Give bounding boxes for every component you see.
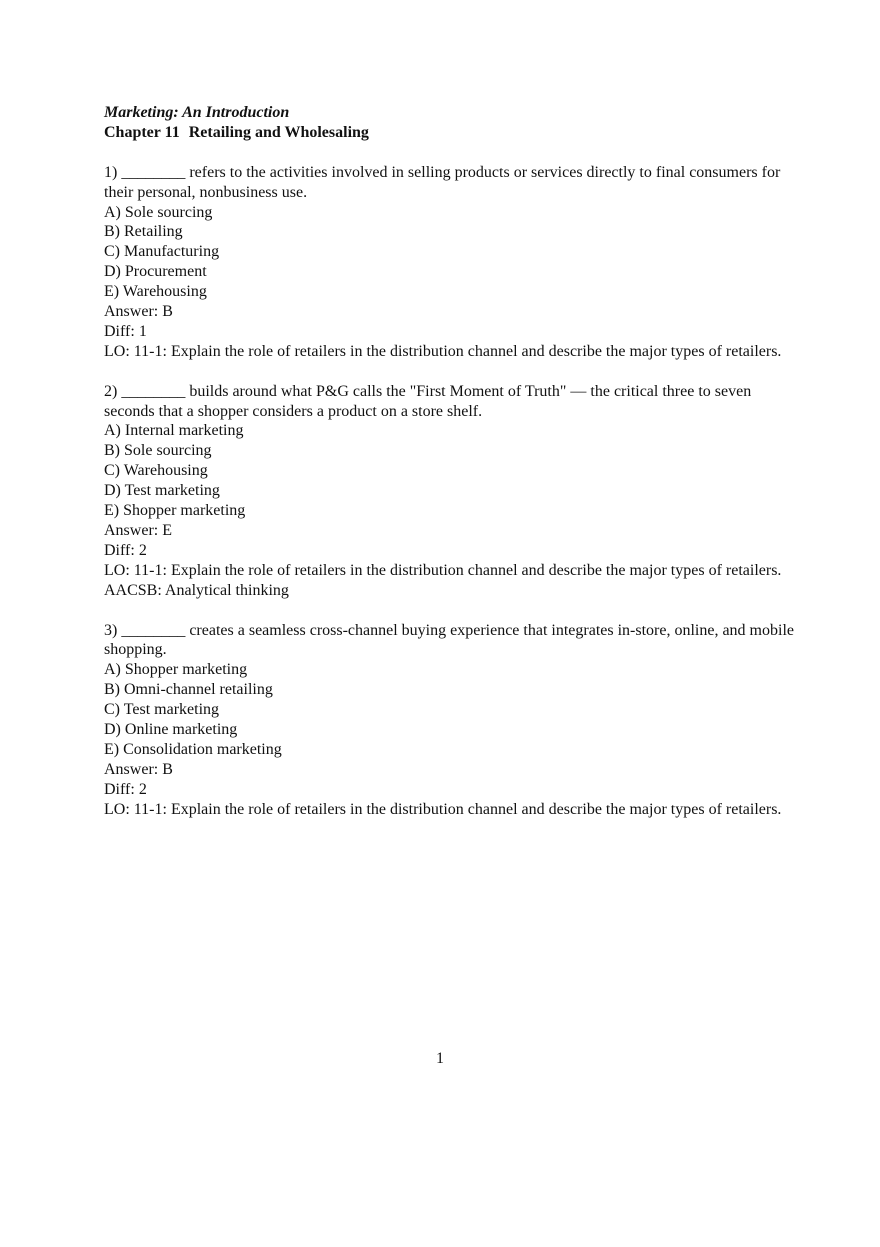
question-meta bbox=[104, 760, 794, 820]
question-2 bbox=[104, 382, 794, 601]
difficulty: Diff: 2 bbox=[104, 541, 147, 559]
answer-options bbox=[104, 421, 794, 521]
answer-options bbox=[104, 203, 794, 303]
question-stem: 2) ________ builds around what P&G calls the "First Moment of Truth" — the critical three to seven seconds that a shopper considers a product on a store shelf. bbox=[104, 382, 752, 420]
book-title: Marketing: An Introduction bbox=[104, 104, 290, 121]
learning-objective: LO: 11-1: Explain the role of retailers in the distribution channel and describe the major types of retailers. bbox=[104, 342, 782, 360]
option-e: E) Warehousing bbox=[104, 283, 207, 301]
answer-options bbox=[104, 660, 794, 760]
option-a: A) Internal marketing bbox=[104, 422, 244, 440]
option-d: D) Procurement bbox=[104, 263, 207, 281]
option-c: C) Warehousing bbox=[104, 462, 208, 480]
option-b: B) Omni-channel retailing bbox=[104, 681, 273, 699]
answer-key: Answer: B bbox=[104, 760, 173, 778]
option-a: A) Shopper marketing bbox=[104, 661, 248, 679]
option-e: E) Shopper marketing bbox=[104, 502, 246, 520]
question-meta bbox=[104, 521, 794, 601]
option-d: D) Online marketing bbox=[104, 721, 238, 739]
aacsb-tag: AACSB: Analytical thinking bbox=[104, 581, 289, 599]
chapter-number: Chapter 11 bbox=[104, 123, 180, 141]
difficulty: Diff: 2 bbox=[104, 780, 147, 798]
difficulty: Diff: 1 bbox=[104, 322, 147, 340]
answer-key: Answer: E bbox=[104, 522, 172, 539]
question-3 bbox=[104, 621, 794, 820]
option-d: D) Test marketing bbox=[104, 482, 220, 500]
question-stem: 1) ________ refers to the activities involved in selling products or services directly to final consumers for their personal, nonbusiness use. bbox=[104, 163, 781, 201]
option-a: A) Sole sourcing bbox=[104, 203, 213, 221]
question-stem: 3) ________ creates a seamless cross-channel buying experience that integrates in-store, online, and mobile shopping. bbox=[104, 621, 794, 659]
option-c: C) Test marketing bbox=[104, 701, 220, 719]
option-c: C) Manufacturing bbox=[104, 243, 220, 261]
question-meta bbox=[104, 302, 794, 362]
page-number: 1 bbox=[436, 1050, 444, 1067]
chapter-name: Retailing and Wholesaling bbox=[188, 123, 369, 141]
answer-key: Answer: B bbox=[104, 303, 173, 321]
chapter-title bbox=[104, 123, 794, 143]
learning-objective: LO: 11-1: Explain the role of retailers in the distribution channel and describe the major types of retailers. bbox=[104, 561, 782, 579]
learning-objective: LO: 11-1: Explain the role of retailers in the distribution channel and describe the major types of retailers. bbox=[104, 800, 782, 818]
option-b: B) Sole sourcing bbox=[104, 442, 212, 460]
question-1 bbox=[104, 163, 794, 362]
document-page bbox=[104, 103, 794, 820]
option-e: E) Consolidation marketing bbox=[104, 740, 282, 758]
option-b: B) Retailing bbox=[104, 223, 183, 241]
